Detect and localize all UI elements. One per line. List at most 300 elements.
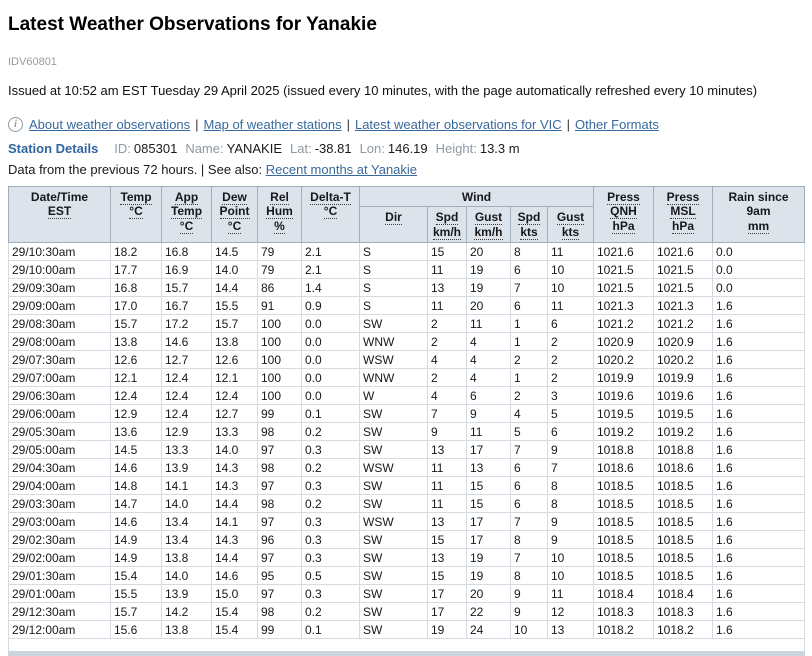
cell-wind-dir: WNW: [360, 369, 428, 387]
cell-rel-hum: 98: [258, 603, 302, 621]
observations-table-header: [9, 186, 805, 243]
cell-press-qnh: 1018.5: [594, 513, 654, 531]
cell-wind-gust-kts: 7: [548, 459, 594, 477]
cell-wind-gust-kmh: 20: [467, 297, 511, 315]
cell-rain-since-9am: 1.6: [713, 477, 805, 495]
cell-rain-since-9am: 1.6: [713, 315, 805, 333]
cell-wind-spd-kts: 7: [511, 513, 548, 531]
cell-wind-spd-kmh: 2: [428, 369, 467, 387]
column-header-press-msl: Press MSL hPa: [654, 186, 713, 243]
link-map-of-weather-stations[interactable]: Map of weather stations: [203, 116, 342, 132]
column-header-press-qnh: Press QNH hPa: [594, 186, 654, 243]
cell-date-time: 29/01:30am: [9, 567, 111, 585]
cell-rain-since-9am: 1.6: [713, 603, 805, 621]
observation-row: [9, 549, 805, 567]
cell-press-msl: 1020.2: [654, 351, 713, 369]
cell-date-time: 29/07:30am: [9, 351, 111, 369]
link-recent-months[interactable]: Recent months at Yanakie: [265, 161, 418, 177]
cell-wind-gust-kts: 2: [548, 369, 594, 387]
cell-rel-hum: 100: [258, 369, 302, 387]
cell-wind-spd-kmh: 11: [428, 297, 467, 315]
cell-wind-gust-kts: 9: [548, 441, 594, 459]
table-footer-spacer: [9, 639, 805, 654]
cell-rel-hum: 97: [258, 441, 302, 459]
cell-delta-t: 0.0: [302, 387, 360, 405]
cell-wind-gust-kts: 10: [548, 279, 594, 297]
cell-wind-gust-kmh: 4: [467, 333, 511, 351]
station-height-value: 13.3 m: [479, 140, 520, 156]
station-lat-label: Lat:: [290, 140, 312, 156]
column-header-dew-point: Dew Point °C: [212, 186, 258, 243]
station-details: [8, 141, 804, 156]
cell-wind-spd-kmh: 7: [428, 405, 467, 423]
cell-wind-gust-kmh: 19: [467, 261, 511, 279]
cell-temp: 14.9: [111, 549, 162, 567]
cell-delta-t: 0.5: [302, 567, 360, 585]
cell-press-qnh: 1019.2: [594, 423, 654, 441]
cell-temp: 14.9: [111, 531, 162, 549]
cell-date-time: 29/04:30am: [9, 459, 111, 477]
cell-delta-t: 0.0: [302, 315, 360, 333]
cell-app-temp: 14.6: [162, 333, 212, 351]
cell-wind-gust-kmh: 17: [467, 513, 511, 531]
cell-wind-gust-kts: 9: [548, 513, 594, 531]
cell-dew-point: 15.7: [212, 315, 258, 333]
cell-dew-point: 14.6: [212, 567, 258, 585]
page-title: Latest Weather Observations for Yanakie: [8, 14, 377, 35]
cell-wind-gust-kmh: 17: [467, 531, 511, 549]
link-separator: |: [346, 116, 350, 132]
cell-press-qnh: 1019.6: [594, 387, 654, 405]
cell-wind-dir: WNW: [360, 333, 428, 351]
cell-rel-hum: 86: [258, 279, 302, 297]
cell-wind-gust-kmh: 20: [467, 585, 511, 603]
cell-wind-spd-kts: 8: [511, 243, 548, 261]
cell-wind-gust-kts: 5: [548, 405, 594, 423]
cell-press-qnh: 1018.5: [594, 495, 654, 513]
cell-wind-dir: SW: [360, 531, 428, 549]
cell-delta-t: 0.3: [302, 477, 360, 495]
page: [0, 14, 812, 656]
cell-wind-dir: SW: [360, 621, 428, 639]
cell-wind-gust-kts: 2: [548, 351, 594, 369]
station-name-value: YANAKIE: [226, 140, 282, 156]
cell-dew-point: 12.7: [212, 405, 258, 423]
cell-wind-spd-kts: 6: [511, 297, 548, 315]
cell-wind-spd-kmh: 17: [428, 603, 467, 621]
cell-wind-spd-kmh: 17: [428, 585, 467, 603]
station-details-label: Station Details: [8, 140, 99, 156]
cell-wind-spd-kts: 6: [511, 495, 548, 513]
cell-press-qnh: 1018.3: [594, 603, 654, 621]
cell-date-time: 29/03:00am: [9, 513, 111, 531]
cell-date-time: 29/01:00am: [9, 585, 111, 603]
cell-date-time: 29/09:00am: [9, 297, 111, 315]
cell-press-qnh: 1021.5: [594, 261, 654, 279]
cell-delta-t: 1.4: [302, 279, 360, 297]
cell-press-msl: 1018.8: [654, 441, 713, 459]
observation-row: [9, 405, 805, 423]
column-header-wind-gust-kmh: Gust km/h: [467, 207, 511, 243]
cell-app-temp: 13.4: [162, 531, 212, 549]
cell-rain-since-9am: 0.0: [713, 261, 805, 279]
cell-press-qnh: 1018.2: [594, 621, 654, 639]
cell-wind-dir: SW: [360, 423, 428, 441]
cell-delta-t: 0.9: [302, 297, 360, 315]
cell-press-msl: 1018.4: [654, 585, 713, 603]
column-header-rain-since-9am: Rain since 9am mm: [713, 186, 805, 243]
cell-rel-hum: 79: [258, 243, 302, 261]
observation-row: [9, 423, 805, 441]
cell-rain-since-9am: 1.6: [713, 387, 805, 405]
cell-app-temp: 16.7: [162, 297, 212, 315]
cell-wind-gust-kmh: 13: [467, 459, 511, 477]
station-height-label: Height:: [435, 140, 477, 156]
cell-app-temp: 13.9: [162, 459, 212, 477]
cell-wind-spd-kmh: 11: [428, 459, 467, 477]
cell-temp: 18.2: [111, 243, 162, 261]
column-header-temp: Temp °C: [111, 186, 162, 243]
cell-rel-hum: 98: [258, 459, 302, 477]
cell-wind-spd-kmh: 11: [428, 495, 467, 513]
cell-press-msl: 1020.9: [654, 333, 713, 351]
cell-rain-since-9am: 1.6: [713, 405, 805, 423]
cell-wind-spd-kmh: 4: [428, 351, 467, 369]
cell-wind-gust-kmh: 15: [467, 477, 511, 495]
column-header-wind-dir: Dir: [360, 207, 428, 243]
links-bar: [8, 117, 804, 132]
cell-wind-spd-kts: 2: [511, 387, 548, 405]
cell-wind-gust-kmh: 11: [467, 315, 511, 333]
cell-temp: 17.7: [111, 261, 162, 279]
cell-app-temp: 14.0: [162, 495, 212, 513]
cell-wind-spd-kts: 8: [511, 567, 548, 585]
cell-press-qnh: 1021.5: [594, 279, 654, 297]
cell-wind-dir: SW: [360, 603, 428, 621]
cell-wind-gust-kmh: 17: [467, 441, 511, 459]
cell-press-msl: 1018.2: [654, 621, 713, 639]
cell-wind-gust-kmh: 19: [467, 279, 511, 297]
cell-app-temp: 17.2: [162, 315, 212, 333]
cell-dew-point: 13.8: [212, 333, 258, 351]
cell-app-temp: 16.8: [162, 243, 212, 261]
cell-temp: 12.1: [111, 369, 162, 387]
cell-temp: 17.0: [111, 297, 162, 315]
cell-rel-hum: 91: [258, 297, 302, 315]
cell-wind-dir: SW: [360, 567, 428, 585]
cell-app-temp: 13.9: [162, 585, 212, 603]
cell-press-msl: 1019.9: [654, 369, 713, 387]
cell-rel-hum: 98: [258, 423, 302, 441]
cell-date-time: 29/12:30am: [9, 603, 111, 621]
cell-rel-hum: 97: [258, 585, 302, 603]
cell-press-qnh: 1018.5: [594, 567, 654, 585]
cell-delta-t: 0.3: [302, 549, 360, 567]
cell-temp: 15.7: [111, 315, 162, 333]
cell-wind-spd-kts: 1: [511, 315, 548, 333]
cell-app-temp: 14.2: [162, 603, 212, 621]
observation-row: [9, 279, 805, 297]
cell-press-msl: 1019.2: [654, 423, 713, 441]
cell-press-qnh: 1021.6: [594, 243, 654, 261]
cell-date-time: 29/03:30am: [9, 495, 111, 513]
observations-table-footer: [9, 639, 805, 654]
cell-temp: 14.6: [111, 459, 162, 477]
data-note-text: Data from the previous 72 hours. | See also:: [8, 161, 263, 177]
cell-press-msl: 1018.5: [654, 549, 713, 567]
cell-wind-spd-kmh: 13: [428, 513, 467, 531]
cell-app-temp: 12.4: [162, 405, 212, 423]
link-other-formats[interactable]: Other Formats: [575, 116, 659, 132]
observation-row: [9, 585, 805, 603]
cell-wind-gust-kmh: 15: [467, 495, 511, 513]
cell-rain-since-9am: 1.6: [713, 621, 805, 639]
cell-rain-since-9am: 1.6: [713, 333, 805, 351]
cell-press-msl: 1018.5: [654, 513, 713, 531]
cell-date-time: 29/05:00am: [9, 441, 111, 459]
cell-delta-t: 0.3: [302, 585, 360, 603]
cell-temp: 14.6: [111, 513, 162, 531]
cell-press-msl: 1021.6: [654, 243, 713, 261]
cell-rain-since-9am: 1.6: [713, 369, 805, 387]
cell-delta-t: 2.1: [302, 243, 360, 261]
cell-temp: 15.6: [111, 621, 162, 639]
cell-wind-gust-kts: 2: [548, 333, 594, 351]
cell-wind-spd-kmh: 19: [428, 621, 467, 639]
cell-temp: 13.6: [111, 423, 162, 441]
cell-dew-point: 13.3: [212, 423, 258, 441]
cell-press-qnh: 1018.5: [594, 549, 654, 567]
cell-wind-spd-kts: 7: [511, 279, 548, 297]
cell-wind-dir: S: [360, 261, 428, 279]
cell-date-time: 29/10:30am: [9, 243, 111, 261]
observation-row: [9, 261, 805, 279]
cell-wind-gust-kts: 6: [548, 423, 594, 441]
cell-press-msl: 1021.5: [654, 279, 713, 297]
column-header-app-temp: App Temp °C: [162, 186, 212, 243]
cell-wind-spd-kts: 5: [511, 423, 548, 441]
cell-rel-hum: 99: [258, 621, 302, 639]
observation-row: [9, 243, 805, 261]
cell-wind-spd-kmh: 13: [428, 279, 467, 297]
cell-dew-point: 14.4: [212, 279, 258, 297]
cell-rel-hum: 100: [258, 315, 302, 333]
cell-wind-spd-kmh: 13: [428, 441, 467, 459]
cell-dew-point: 15.4: [212, 603, 258, 621]
cell-rel-hum: 95: [258, 567, 302, 585]
station-lon-label: Lon:: [359, 140, 385, 156]
cell-rain-since-9am: 1.6: [713, 459, 805, 477]
cell-temp: 14.5: [111, 441, 162, 459]
cell-wind-spd-kts: 9: [511, 585, 548, 603]
station-id-label: ID:: [114, 140, 131, 156]
cell-rain-since-9am: 1.6: [713, 567, 805, 585]
cell-wind-gust-kts: 11: [548, 297, 594, 315]
cell-wind-spd-kmh: 2: [428, 333, 467, 351]
cell-wind-gust-kmh: 24: [467, 621, 511, 639]
cell-press-qnh: 1018.4: [594, 585, 654, 603]
cell-wind-spd-kmh: 15: [428, 243, 467, 261]
station-id-value: 085301: [133, 140, 178, 156]
cell-wind-gust-kts: 10: [548, 261, 594, 279]
cell-temp: 13.8: [111, 333, 162, 351]
cell-dew-point: 14.3: [212, 477, 258, 495]
observation-row: [9, 567, 805, 585]
cell-delta-t: 0.2: [302, 423, 360, 441]
cell-wind-spd-kts: 7: [511, 549, 548, 567]
cell-wind-gust-kmh: 6: [467, 387, 511, 405]
station-lat-value: -38.81: [314, 140, 352, 156]
link-separator: |: [195, 116, 199, 132]
column-header-wind-gust-kts: Gust kts: [548, 207, 594, 243]
cell-press-qnh: 1021.2: [594, 315, 654, 333]
cell-app-temp: 16.9: [162, 261, 212, 279]
cell-wind-dir: WSW: [360, 513, 428, 531]
cell-date-time: 29/05:30am: [9, 423, 111, 441]
cell-dew-point: 12.6: [212, 351, 258, 369]
cell-wind-gust-kmh: 9: [467, 405, 511, 423]
cell-press-qnh: 1021.3: [594, 297, 654, 315]
cell-wind-spd-kts: 4: [511, 405, 548, 423]
cell-press-msl: 1018.5: [654, 495, 713, 513]
cell-wind-spd-kmh: 15: [428, 567, 467, 585]
cell-wind-spd-kts: 8: [511, 531, 548, 549]
observation-row: [9, 333, 805, 351]
cell-rain-since-9am: 1.6: [713, 297, 805, 315]
cell-rel-hum: 100: [258, 333, 302, 351]
cell-press-qnh: 1018.5: [594, 531, 654, 549]
cell-rel-hum: 97: [258, 513, 302, 531]
cell-rain-since-9am: 1.6: [713, 585, 805, 603]
observations-table-body: [9, 243, 805, 639]
cell-press-msl: 1018.6: [654, 459, 713, 477]
cell-wind-spd-kmh: 11: [428, 477, 467, 495]
cell-dew-point: 14.4: [212, 549, 258, 567]
observation-row: [9, 315, 805, 333]
issued-line: Issued at 10:52 am EST Tuesday 29 April 2025 (issued every 10 minutes, with the page automatically refreshed every 10 minutes): [8, 82, 758, 98]
cell-wind-gust-kts: 8: [548, 495, 594, 513]
cell-delta-t: 0.3: [302, 441, 360, 459]
cell-dew-point: 14.3: [212, 459, 258, 477]
cell-rain-since-9am: 1.6: [713, 351, 805, 369]
cell-rel-hum: 98: [258, 495, 302, 513]
cell-dew-point: 14.4: [212, 495, 258, 513]
data-note: [8, 162, 804, 177]
cell-app-temp: 13.4: [162, 513, 212, 531]
cell-wind-gust-kts: 3: [548, 387, 594, 405]
cell-date-time: 29/06:30am: [9, 387, 111, 405]
info-icon: i: [8, 117, 23, 132]
cell-rel-hum: 100: [258, 387, 302, 405]
cell-app-temp: 12.4: [162, 369, 212, 387]
cell-wind-spd-kts: 2: [511, 351, 548, 369]
cell-press-qnh: 1019.9: [594, 369, 654, 387]
cell-temp: 14.8: [111, 477, 162, 495]
cell-wind-dir: S: [360, 297, 428, 315]
cell-rain-since-9am: 0.0: [713, 279, 805, 297]
cell-delta-t: 0.2: [302, 495, 360, 513]
cell-dew-point: 15.5: [212, 297, 258, 315]
cell-press-qnh: 1020.9: [594, 333, 654, 351]
cell-wind-spd-kmh: 2: [428, 315, 467, 333]
cell-wind-dir: SW: [360, 405, 428, 423]
cell-wind-spd-kmh: 11: [428, 261, 467, 279]
cell-temp: 12.4: [111, 387, 162, 405]
cell-wind-gust-kts: 10: [548, 567, 594, 585]
cell-wind-spd-kts: 6: [511, 477, 548, 495]
link-latest-observations-vic[interactable]: Latest weather observations for VIC: [354, 116, 562, 132]
observation-row: [9, 477, 805, 495]
cell-press-msl: 1021.3: [654, 297, 713, 315]
cell-delta-t: 0.1: [302, 405, 360, 423]
cell-delta-t: 0.0: [302, 369, 360, 387]
observation-row: [9, 531, 805, 549]
cell-wind-spd-kts: 10: [511, 621, 548, 639]
cell-delta-t: 0.0: [302, 351, 360, 369]
cell-wind-gust-kts: 6: [548, 315, 594, 333]
cell-wind-gust-kmh: 19: [467, 567, 511, 585]
observation-row: [9, 603, 805, 621]
cell-dew-point: 14.3: [212, 531, 258, 549]
cell-wind-dir: SW: [360, 441, 428, 459]
cell-rel-hum: 99: [258, 405, 302, 423]
cell-rain-since-9am: 1.6: [713, 531, 805, 549]
cell-wind-dir: SW: [360, 549, 428, 567]
observation-row: [9, 621, 805, 639]
cell-rel-hum: 79: [258, 261, 302, 279]
cell-date-time: 29/10:00am: [9, 261, 111, 279]
cell-wind-spd-kts: 7: [511, 441, 548, 459]
cell-press-qnh: 1020.2: [594, 351, 654, 369]
cell-rel-hum: 97: [258, 477, 302, 495]
product-id: IDV60801: [8, 55, 57, 68]
cell-temp: 15.7: [111, 603, 162, 621]
cell-dew-point: 12.1: [212, 369, 258, 387]
cell-wind-gust-kts: 12: [548, 603, 594, 621]
cell-press-msl: 1021.2: [654, 315, 713, 333]
cell-wind-gust-kts: 9: [548, 531, 594, 549]
column-header-wind-group: Wind: [360, 186, 594, 207]
cell-rel-hum: 96: [258, 531, 302, 549]
cell-wind-dir: S: [360, 243, 428, 261]
cell-wind-dir: SW: [360, 315, 428, 333]
cell-wind-spd-kmh: 13: [428, 549, 467, 567]
cell-wind-spd-kts: 1: [511, 369, 548, 387]
link-about-weather-observations[interactable]: About weather observations: [29, 116, 191, 132]
cell-press-msl: 1019.6: [654, 387, 713, 405]
cell-temp: 12.6: [111, 351, 162, 369]
station-name-label: Name:: [185, 140, 224, 156]
cell-press-msl: 1018.5: [654, 477, 713, 495]
cell-date-time: 29/07:00am: [9, 369, 111, 387]
column-header-wind-spd-kmh: Spd km/h: [428, 207, 467, 243]
cell-press-msl: 1021.5: [654, 261, 713, 279]
cell-temp: 14.7: [111, 495, 162, 513]
cell-dew-point: 14.1: [212, 513, 258, 531]
cell-app-temp: 14.1: [162, 477, 212, 495]
cell-rain-since-9am: 1.6: [713, 441, 805, 459]
cell-wind-gust-kts: 13: [548, 621, 594, 639]
cell-wind-spd-kts: 9: [511, 603, 548, 621]
cell-wind-gust-kmh: 19: [467, 549, 511, 567]
cell-date-time: 29/12:00am: [9, 621, 111, 639]
cell-rain-since-9am: 1.6: [713, 513, 805, 531]
cell-delta-t: 0.3: [302, 531, 360, 549]
column-header-date-time: Date/Time EST: [9, 186, 111, 243]
cell-app-temp: 13.8: [162, 549, 212, 567]
cell-dew-point: 15.4: [212, 621, 258, 639]
cell-press-qnh: 1019.5: [594, 405, 654, 423]
